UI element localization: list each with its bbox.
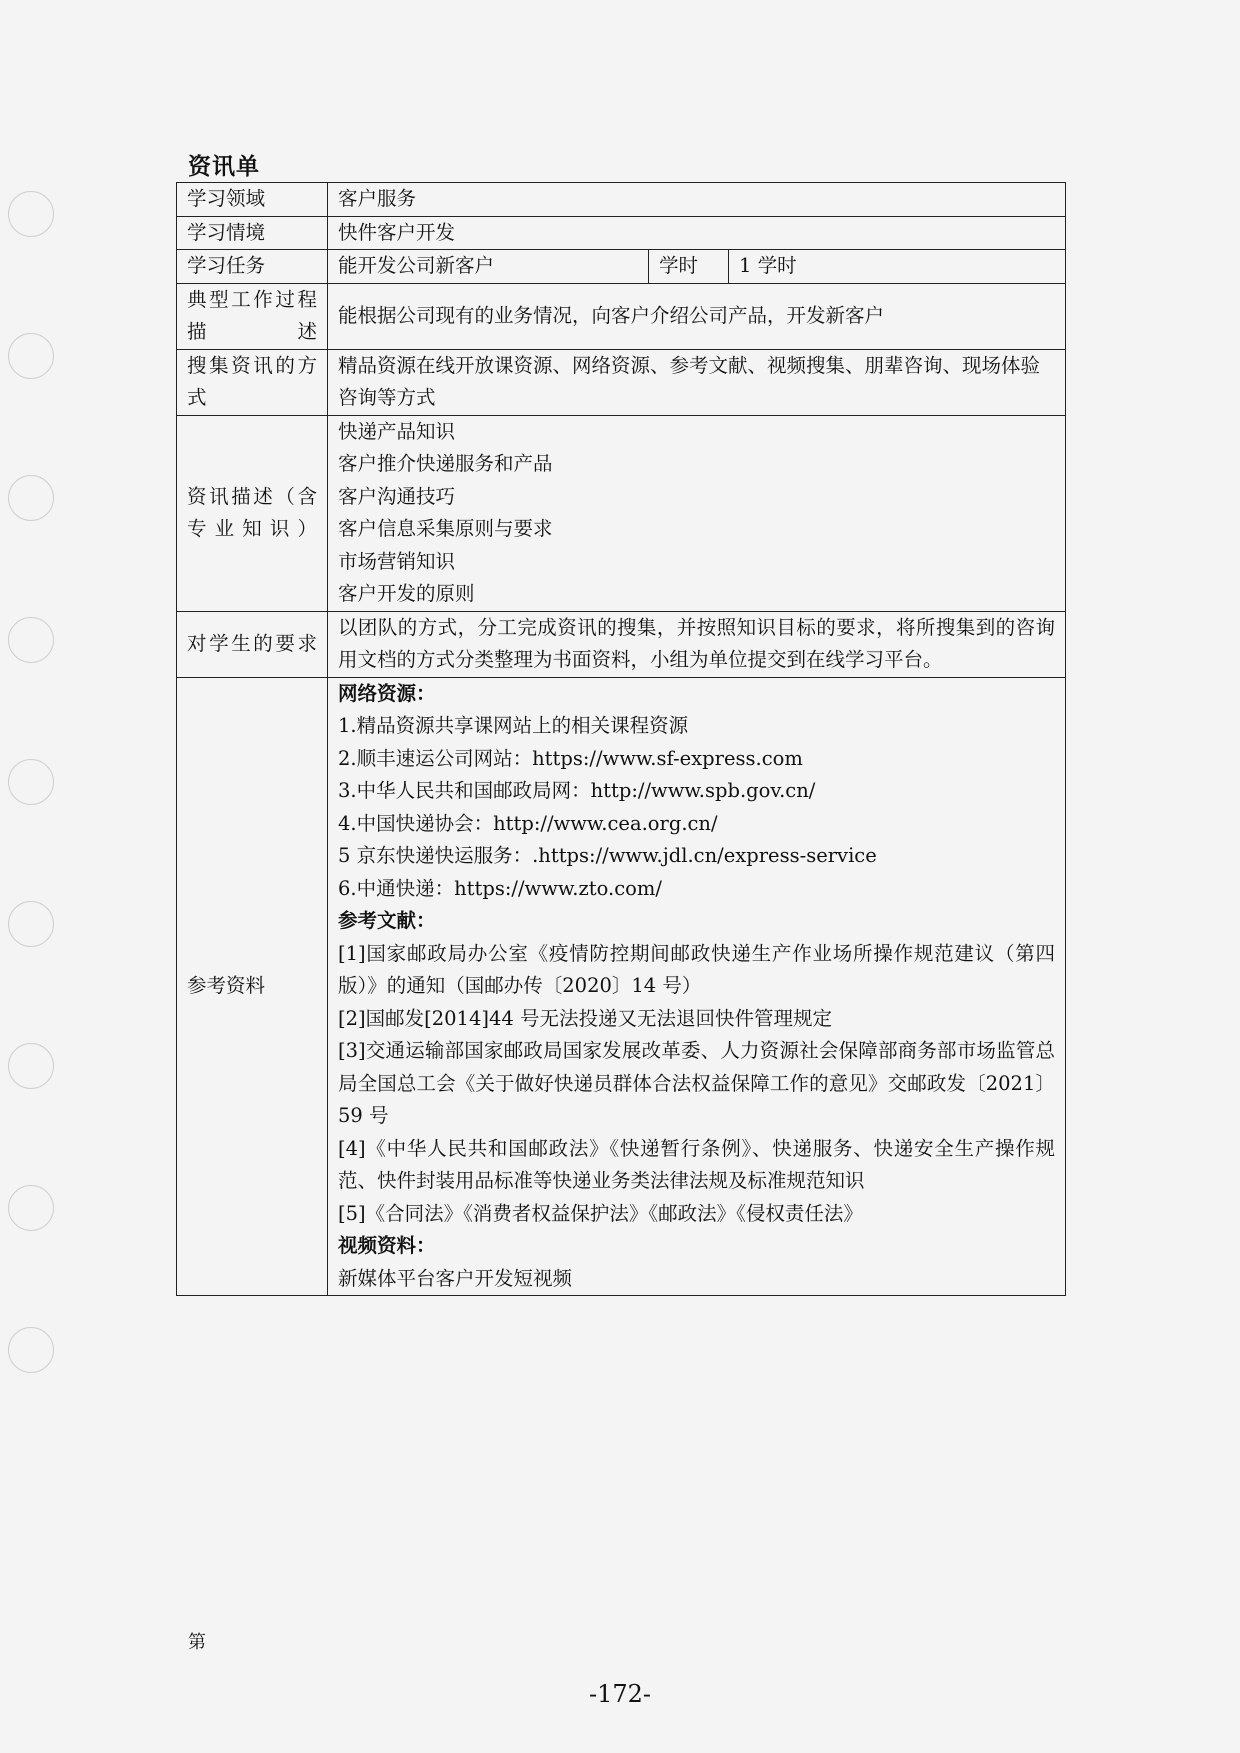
row-learning-task: [177, 250, 1066, 284]
binder-hole-decoration: [8, 1043, 54, 1089]
row-value: [328, 415, 1066, 611]
row-label: 搜集资讯的方式: [177, 349, 328, 415]
row-learning-domain: [177, 183, 1066, 217]
list-item: 市场营销知识: [338, 549, 456, 573]
video-heading: 视频资料：: [338, 1234, 436, 1257]
row-value: 客户服务: [328, 183, 1066, 217]
list-item: 快递产品知识: [338, 419, 456, 443]
row-label: 学习情境: [177, 216, 328, 250]
web-resources-heading: 网络资源：: [338, 681, 436, 705]
web-resource-item: 5 京东快递快运服务：.https://www.jdl.cn/express-service: [338, 844, 877, 867]
row-value: [328, 677, 1066, 1296]
row-info-description: [177, 415, 1066, 611]
binder-hole-decoration: [8, 1185, 54, 1231]
info-sheet-table: [176, 182, 1066, 1296]
literature-item: [2]国邮发[2014]44 号无法投递又无法退回快件管理规定: [338, 1006, 832, 1030]
literature-heading: 参考文献：: [338, 909, 436, 932]
list-item: 客户信息采集原则与要求: [338, 517, 553, 540]
row-label: 参考资料: [177, 677, 328, 1296]
binder-hole-decoration: [8, 191, 54, 237]
row-value: 精品资源在线开放课资源、网络资源、参考文献、视频搜集、朋辈咨询、现场体验咨询等方式: [328, 349, 1066, 415]
web-resource-item: 3.中华人民共和国邮政局网：http://www.spb.gov.cn/: [338, 779, 816, 802]
row-label: 对学生的要求: [177, 611, 328, 677]
web-resource-item: 1.精品资源共享课网站上的相关课程资源: [338, 714, 689, 737]
row-work-process: [177, 283, 1066, 349]
binder-hole-decoration: [8, 759, 54, 805]
binder-hole-decoration: [8, 475, 54, 521]
row-value: 能开发公司新客户: [328, 250, 649, 284]
page-number: -172-: [588, 1680, 652, 1708]
binder-hole-decoration: [8, 333, 54, 379]
row-value: 以团队的方式，分工完成资讯的搜集，并按照知识目标的要求，将所搜集到的咨询用文档的方式分类整理为书面资料，小组为单位提交到在线学习平台。: [328, 611, 1066, 677]
list-item: 客户沟通技巧: [338, 484, 456, 508]
hours-value: 1 学时: [729, 250, 1066, 284]
binder-hole-decoration: [8, 901, 54, 947]
literature-item: [4]《中华人民共和国邮政法》《快递暂行条例》、快递服务、快递安全生产操作规范、快件封装用品标准等快递业务类法律法规及标准规范知识: [338, 1136, 1056, 1192]
binder-hole-decoration: [8, 1327, 54, 1373]
hours-label: 学时: [649, 250, 729, 284]
web-resource-item: 6.中通快递：https://www.zto.com/: [338, 876, 662, 900]
literature-item: [1]国家邮政局办公室《疫情防控期间邮政快递生产作业场所操作规范建议（第四版）》的通知（国邮办传〔2020〕14 号）: [338, 941, 1056, 997]
binder-hole-decoration: [8, 617, 54, 663]
list-item: 客户推介快递服务和产品: [338, 452, 553, 475]
web-resource-item: 2.顺丰速运公司网站：https://www.sf-express.com: [338, 746, 803, 770]
footer-left-text: 第: [188, 1632, 206, 1653]
row-student-requirement: [177, 611, 1066, 677]
row-label: 典型工作过程描述: [177, 283, 328, 349]
row-value: 能根据公司现有的业务情况，向客户介绍公司产品，开发新客户: [328, 283, 1066, 349]
literature-item: [3]交通运输部国家邮政局国家发展改革委、人力资源社会保障部商务部市场监管总局全国总工会《关于做好快递员群体合法权益保障工作的意见》交邮政发〔2021〕59 号: [338, 1039, 1056, 1127]
list-item: 客户开发的原则: [338, 582, 475, 605]
row-label: 学习任务: [177, 250, 328, 284]
page-title: 资讯单: [188, 153, 260, 180]
row-learning-context: [177, 216, 1066, 250]
literature-item: [5]《合同法》《消费者权益保护法》《邮政法》《侵权责任法》: [338, 1201, 863, 1225]
row-references: [177, 677, 1066, 1296]
row-label: 资讯描述（含专业知识）: [177, 415, 328, 611]
row-collection-method: [177, 349, 1066, 415]
video-item: 新媒体平台客户开发短视频: [338, 1266, 573, 1290]
web-resource-item: 4.中国快递协会：http://www.cea.org.cn/: [338, 811, 718, 835]
row-value: 快件客户开发: [328, 216, 1066, 250]
row-label: 学习领域: [177, 183, 328, 217]
